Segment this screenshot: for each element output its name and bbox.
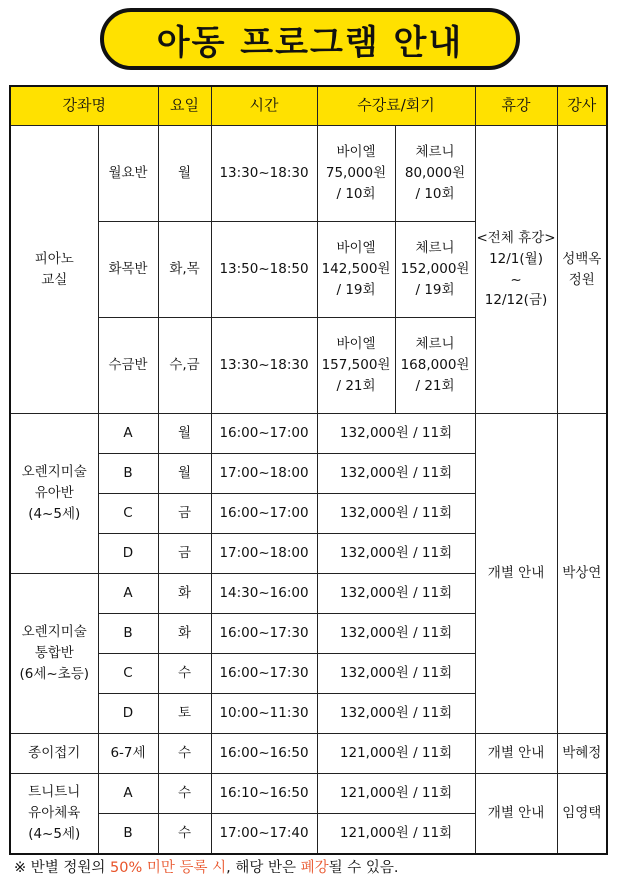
- class-time: 10:00~11:30: [211, 694, 317, 734]
- footnote-middle: , 해당 반은: [226, 860, 301, 876]
- course-name-art-kids: 오렌지미술 유아반 (4~5세): [10, 414, 98, 574]
- class-group: C: [98, 494, 158, 534]
- teacher-piano: 성백옥 정원: [557, 126, 607, 414]
- class-time: 13:50~18:50: [211, 222, 317, 318]
- class-time: 16:00~17:30: [211, 654, 317, 694]
- header-row: [10, 86, 607, 126]
- fee-beyer: 바이엘 75,000원 / 10회: [317, 126, 395, 222]
- teacher-art: 박상연: [557, 414, 607, 734]
- class-time: 16:00~17:00: [211, 414, 317, 454]
- class-time: 17:00~18:00: [211, 534, 317, 574]
- program-table: [9, 85, 608, 855]
- holiday-pe: 개별 안내: [475, 774, 557, 854]
- course-name-piano: 피아노 교실: [10, 126, 98, 414]
- class-day: 수: [158, 814, 211, 854]
- class-fee: 121,000원 / 11회: [317, 734, 475, 774]
- class-day: 금: [158, 494, 211, 534]
- holiday-piano: <전체 휴강> 12/1(월) ~ 12/12(금): [475, 126, 557, 414]
- class-name: 수금반: [98, 318, 158, 414]
- class-group: B: [98, 814, 158, 854]
- class-group: D: [98, 694, 158, 734]
- class-fee: 132,000원 / 11회: [317, 694, 475, 734]
- course-name-art-mixed: 오렌지미술 통합반 (6세~초등): [10, 574, 98, 734]
- header-teacher: 강사: [557, 86, 607, 126]
- teacher-paper: 박혜정: [557, 734, 607, 774]
- holiday-paper: 개별 안내: [475, 734, 557, 774]
- class-fee: 132,000원 / 11회: [317, 614, 475, 654]
- footnote-highlight-threshold: 50% 미만 등록 시: [110, 860, 227, 876]
- art-kids-row: [10, 414, 607, 454]
- header-course: 강좌명: [10, 86, 158, 126]
- class-day: 월: [158, 126, 211, 222]
- class-time: 14:30~16:00: [211, 574, 317, 614]
- footnote-highlight-cancel: 폐강: [300, 860, 329, 876]
- class-day: 화: [158, 574, 211, 614]
- class-fee: 132,000원 / 11회: [317, 454, 475, 494]
- class-group: A: [98, 774, 158, 814]
- paper-row: [10, 734, 607, 774]
- class-day: 수: [158, 734, 211, 774]
- header-time: 시간: [211, 86, 317, 126]
- piano-row: [10, 126, 607, 222]
- pe-row: [10, 774, 607, 814]
- class-group: 6-7세: [98, 734, 158, 774]
- footnote: [14, 856, 398, 877]
- class-group: B: [98, 614, 158, 654]
- class-day: 화,목: [158, 222, 211, 318]
- fee-beyer: 바이엘 142,500원 / 19회: [317, 222, 395, 318]
- class-day: 월: [158, 454, 211, 494]
- teacher-pe: 임영택: [557, 774, 607, 854]
- class-group: A: [98, 414, 158, 454]
- header-day: 요일: [158, 86, 211, 126]
- class-fee: 132,000원 / 11회: [317, 494, 475, 534]
- fee-czerny: 체르니 80,000원 / 10회: [395, 126, 475, 222]
- holiday-art: 개별 안내: [475, 414, 557, 734]
- class-fee: 132,000원 / 11회: [317, 654, 475, 694]
- fee-czerny: 체르니 152,000원 / 19회: [395, 222, 475, 318]
- class-group: B: [98, 454, 158, 494]
- class-fee: 132,000원 / 11회: [317, 574, 475, 614]
- class-day: 화: [158, 614, 211, 654]
- class-group: D: [98, 534, 158, 574]
- class-day: 수,금: [158, 318, 211, 414]
- class-time: 17:00~18:00: [211, 454, 317, 494]
- class-time: 13:30~18:30: [211, 318, 317, 414]
- class-day: 월: [158, 414, 211, 454]
- header-holiday: 휴강: [475, 86, 557, 126]
- header-fee: 수강료/회기: [317, 86, 475, 126]
- class-fee: 132,000원 / 11회: [317, 534, 475, 574]
- class-time: 16:00~17:30: [211, 614, 317, 654]
- footnote-prefix: ※ 반별 정원의: [14, 860, 111, 876]
- class-time: 17:00~17:40: [211, 814, 317, 854]
- class-fee: 132,000원 / 11회: [317, 414, 475, 454]
- fee-beyer: 바이엘 157,500원 / 21회: [317, 318, 395, 414]
- class-fee: 121,000원 / 11회: [317, 774, 475, 814]
- class-name: 화목반: [98, 222, 158, 318]
- class-group: A: [98, 574, 158, 614]
- course-name-pe: 트니트니 유아체육 (4~5세): [10, 774, 98, 854]
- fee-czerny: 체르니 168,000원 / 21회: [395, 318, 475, 414]
- course-name-paper: 종이접기: [10, 734, 98, 774]
- class-day: 금: [158, 534, 211, 574]
- class-group: C: [98, 654, 158, 694]
- class-time: 16:00~17:00: [211, 494, 317, 534]
- class-day: 수: [158, 774, 211, 814]
- class-time: 16:00~16:50: [211, 734, 317, 774]
- class-name: 월요반: [98, 126, 158, 222]
- class-day: 수: [158, 654, 211, 694]
- class-time: 16:10~16:50: [211, 774, 317, 814]
- class-time: 13:30~18:30: [211, 126, 317, 222]
- page-title: 아동 프로그램 안내: [100, 8, 520, 70]
- footnote-suffix: 될 수 있음.: [328, 860, 399, 876]
- class-fee: 121,000원 / 11회: [317, 814, 475, 854]
- class-day: 토: [158, 694, 211, 734]
